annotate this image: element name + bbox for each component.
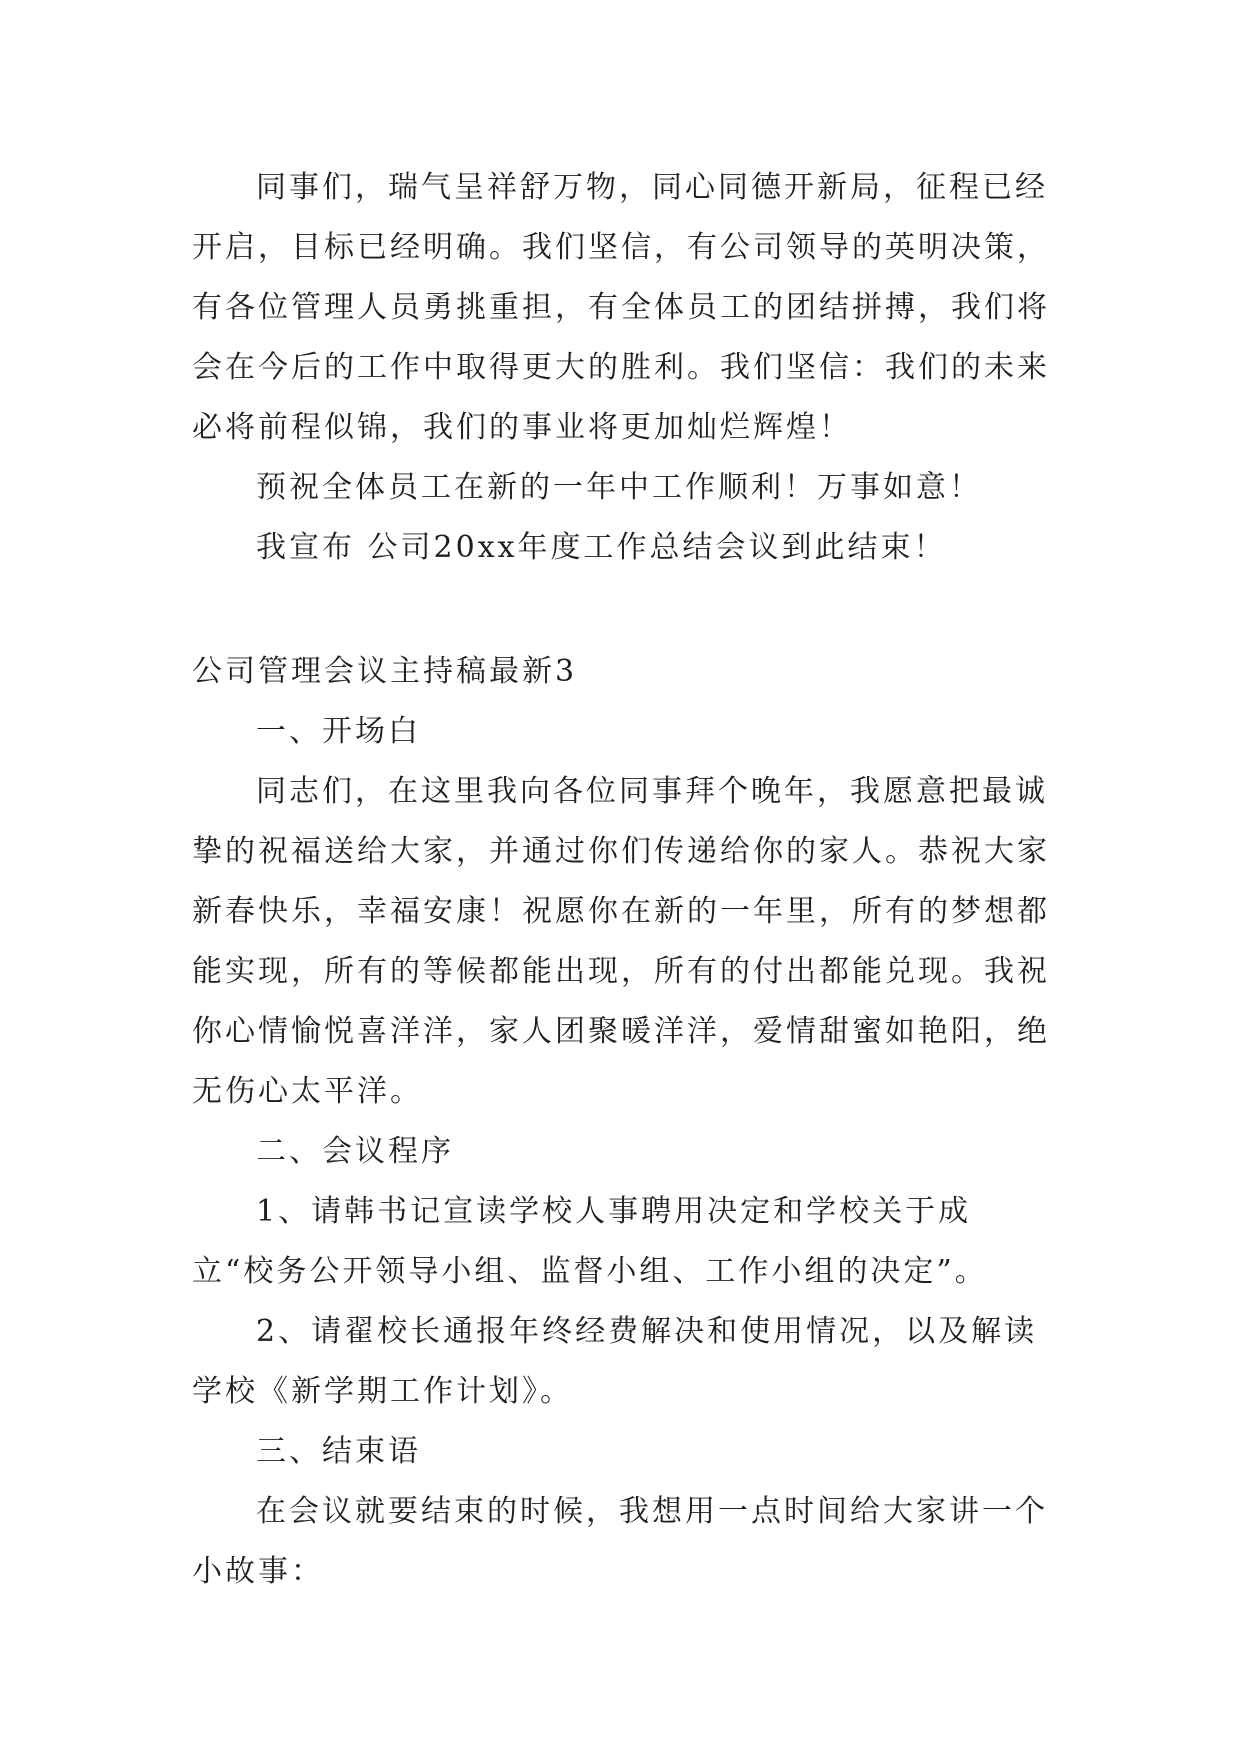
section-title: 公司管理会议主持稿最新3 <box>192 654 578 689</box>
wishes-paragraph: 预祝全体员工在新的一年中工作顺利！万事如意！ <box>256 470 982 505</box>
heading-agenda: 二、会议程序 <box>256 1134 454 1169</box>
agenda-item-2: 2、请翟校长通报年终经费解决和使用情况，以及解读学校《新学期工作计划》。 <box>192 1314 1038 1409</box>
conclusion-paragraph: 在会议就要结束的时候，我想用一点时间给大家讲一个小故事： <box>192 1494 1048 1589</box>
document-body <box>192 158 1052 1602</box>
closing-paragraph: 同事们，瑞气呈祥舒万物，同心同德开新局，征程已经开启，目标已经明确。我们坚信，有公司领导的英明决策，有各位管理人员勇挑重担，有全体员工的团结拼搏，我们将会在今后的工作中取得更大的胜利。我们坚信：我们的未来必将前程似锦，我们的事业将更加灿烂辉煌！ <box>192 170 1050 445</box>
opening-paragraph: 同志们，在这里我向各位同事拜个晚年，我愿意把最诚挚的祝福送给大家，并通过你们传递给你的家人。恭祝大家新春快乐，幸福安康！祝愿你在新的一年里，所有的梦想都能实现，所有的等候都能出现，所有的付出都能兑现。我祝你心情愉悦喜洋洋，家人团聚暖洋洋，爱情甜蜜如艳阳，绝无伤心太平洋。 <box>192 774 1050 1109</box>
agenda-item-1: 1、请韩书记宣读学校人事聘用决定和学校关于成立“校务公开领导小组、监督小组、工作小组的决定”。 <box>192 1194 988 1289</box>
heading-conclusion: 三、结束语 <box>256 1434 421 1469</box>
section-spacer <box>192 578 1052 642</box>
heading-opening: 一、开场白 <box>256 714 421 749</box>
announcement-paragraph: 我宣布 公司20xx年度工作总结会议到此结束！ <box>256 530 947 565</box>
